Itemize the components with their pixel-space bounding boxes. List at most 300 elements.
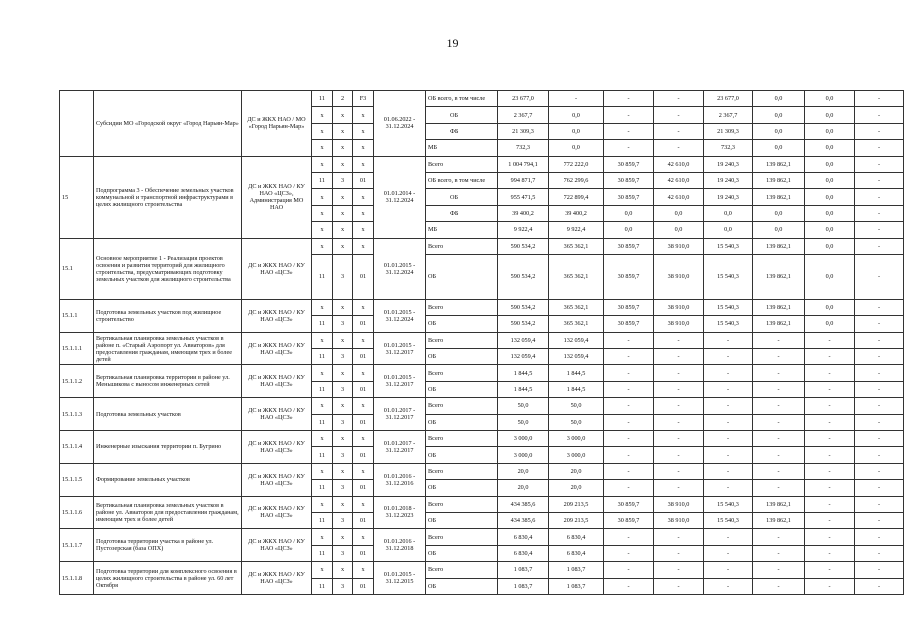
amount-cell: - — [805, 562, 855, 578]
amount-cell: - — [604, 463, 654, 479]
code-cell: x — [333, 123, 353, 139]
amount-cell: 762 299,6 — [549, 172, 604, 188]
code-cell: x — [312, 140, 333, 156]
amount-cell: 20,0 — [549, 480, 604, 496]
amount-cell: 21 309,3 — [498, 123, 549, 139]
code-cell: x — [353, 238, 374, 254]
amount-cell: 132 059,4 — [549, 349, 604, 365]
period-cell: 01.01.2015 - 31.12.2017 — [374, 332, 426, 365]
amount-cell: 0,0 — [604, 222, 654, 238]
code-cell: x — [353, 463, 374, 479]
code-cell: 3 — [333, 447, 353, 463]
amount-cell: 15 540,3 — [704, 299, 753, 315]
amount-cell: 0,0 — [753, 91, 805, 107]
period-cell: 01.01.2016 - 31.12.2018 — [374, 529, 426, 562]
amount-cell: - — [654, 463, 704, 479]
code-cell: x — [333, 365, 353, 381]
amount-cell: 590 534,2 — [498, 299, 549, 315]
amount-cell: - — [604, 91, 654, 107]
amount-cell: - — [654, 529, 704, 545]
funding-source-cell: ОБ — [426, 107, 498, 123]
amount-cell: 955 471,5 — [498, 189, 549, 205]
amount-cell: 30 859,7 — [604, 512, 654, 528]
measure-name-cell: Инженерные изыскания территории п. Бугрино — [94, 431, 242, 464]
amount-cell: - — [604, 365, 654, 381]
amount-cell: - — [805, 381, 855, 397]
amount-cell: - — [805, 349, 855, 365]
row-number-cell: 15.1 — [60, 238, 94, 299]
amount-cell: - — [604, 349, 654, 365]
code-cell: 3 — [333, 316, 353, 332]
amount-cell: - — [805, 545, 855, 561]
period-cell: 01.01.2016 - 31.12.2016 — [374, 463, 426, 496]
code-cell: x — [312, 189, 333, 205]
period-cell: 01.01.2015 - 31.12.2024 — [374, 238, 426, 299]
code-cell: 3 — [333, 545, 353, 561]
code-cell: x — [312, 332, 333, 348]
amount-cell: 30 859,7 — [604, 496, 654, 512]
amount-cell: 434 385,6 — [498, 496, 549, 512]
amount-cell: 1 004 794,1 — [498, 156, 549, 172]
code-cell: 01 — [353, 381, 374, 397]
amount-cell: - — [855, 172, 904, 188]
table-row — [60, 398, 904, 414]
amount-cell: 39 400,2 — [549, 205, 604, 221]
code-cell: 3 — [333, 512, 353, 528]
amount-cell: - — [704, 431, 753, 447]
amount-cell: 722 899,4 — [549, 189, 604, 205]
amount-cell: 0,0 — [549, 107, 604, 123]
amount-cell: 0,0 — [805, 189, 855, 205]
row-number-cell: 15.1.1.2 — [60, 365, 94, 398]
funding-source-cell: ОБ — [426, 254, 498, 299]
code-cell: 11 — [312, 349, 333, 365]
amount-cell: 9 922,4 — [498, 222, 549, 238]
amount-cell: 0,0 — [805, 91, 855, 107]
amount-cell: 19 240,3 — [704, 156, 753, 172]
period-cell: 01.01.2015 - 31.12.2017 — [374, 365, 426, 398]
amount-cell: 15 540,3 — [704, 496, 753, 512]
amount-cell: - — [855, 238, 904, 254]
amount-cell: 38 910,0 — [654, 254, 704, 299]
code-cell: x — [333, 156, 353, 172]
amount-cell: - — [654, 365, 704, 381]
code-cell: 11 — [312, 91, 333, 107]
code-cell: 01 — [353, 254, 374, 299]
amount-cell: 6 830,4 — [498, 545, 549, 561]
amount-cell: 50,0 — [498, 398, 549, 414]
amount-cell: 132 059,4 — [549, 332, 604, 348]
amount-cell: - — [604, 381, 654, 397]
amount-cell: - — [855, 332, 904, 348]
row-number-cell: 15.1.1 — [60, 299, 94, 332]
period-cell: 01.01.2017 - 31.12.2017 — [374, 431, 426, 464]
amount-cell: - — [855, 398, 904, 414]
amount-cell: - — [704, 463, 753, 479]
amount-cell: - — [855, 91, 904, 107]
amount-cell: 0,0 — [654, 222, 704, 238]
amount-cell: 42 610,0 — [654, 172, 704, 188]
amount-cell: - — [604, 529, 654, 545]
code-cell: x — [333, 222, 353, 238]
amount-cell: - — [604, 398, 654, 414]
code-cell: x — [312, 238, 333, 254]
amount-cell: - — [604, 107, 654, 123]
amount-cell: 20,0 — [549, 463, 604, 479]
executor-cell: ДС и ЖКХ НАО / КУ НАО «ЦСЗ» — [242, 431, 312, 464]
row-number-cell: 15.1.1.8 — [60, 562, 94, 595]
funding-source-cell: Всего — [426, 463, 498, 479]
amount-cell: - — [855, 205, 904, 221]
funding-source-cell: ОБ всего, в том числе — [426, 172, 498, 188]
period-cell: 01.06.2022 - 31.12.2024 — [374, 91, 426, 157]
amount-cell: - — [704, 332, 753, 348]
code-cell: x — [312, 496, 333, 512]
amount-cell: - — [855, 140, 904, 156]
amount-cell: - — [855, 414, 904, 430]
code-cell: x — [353, 332, 374, 348]
code-cell: x — [312, 431, 333, 447]
code-cell: x — [353, 156, 374, 172]
amount-cell: 139 862,1 — [753, 189, 805, 205]
amount-cell: - — [805, 496, 855, 512]
amount-cell: 0,0 — [805, 316, 855, 332]
amount-cell: 21 309,3 — [704, 123, 753, 139]
amount-cell: - — [805, 447, 855, 463]
amount-cell: 19 240,3 — [704, 172, 753, 188]
amount-cell: 39 400,2 — [498, 205, 549, 221]
amount-cell: - — [654, 381, 704, 397]
code-cell: x — [333, 398, 353, 414]
amount-cell: - — [704, 578, 753, 594]
funding-source-cell: Всего — [426, 365, 498, 381]
amount-cell: - — [604, 480, 654, 496]
amount-cell: - — [654, 140, 704, 156]
amount-cell: - — [704, 545, 753, 561]
code-cell: 01 — [353, 349, 374, 365]
amount-cell: 1 844,5 — [549, 381, 604, 397]
code-cell: 01 — [353, 480, 374, 496]
funding-source-cell: ОБ всего, в том числе — [426, 91, 498, 107]
amount-cell: 38 910,0 — [654, 496, 704, 512]
funding-source-cell: Всего — [426, 431, 498, 447]
code-cell: x — [353, 123, 374, 139]
code-cell: x — [333, 107, 353, 123]
amount-cell: 0,0 — [805, 238, 855, 254]
code-cell: 11 — [312, 512, 333, 528]
code-cell: x — [312, 299, 333, 315]
amount-cell: 0,0 — [654, 205, 704, 221]
amount-cell: - — [855, 545, 904, 561]
amount-cell: - — [855, 529, 904, 545]
amount-cell: - — [549, 91, 604, 107]
funding-source-cell: МБ — [426, 222, 498, 238]
amount-cell: 50,0 — [549, 398, 604, 414]
amount-cell: - — [704, 447, 753, 463]
amount-cell: - — [753, 381, 805, 397]
amount-cell: 38 910,0 — [654, 238, 704, 254]
amount-cell: - — [654, 562, 704, 578]
code-cell: x — [312, 107, 333, 123]
amount-cell: - — [753, 447, 805, 463]
code-cell: 01 — [353, 316, 374, 332]
amount-cell: 0,0 — [704, 205, 753, 221]
executor-cell: ДС и ЖКХ НАО / КУ НАО «ЦСЗ» — [242, 398, 312, 431]
code-cell: x — [353, 496, 374, 512]
amount-cell: 139 862,1 — [753, 512, 805, 528]
funding-source-cell: Всего — [426, 529, 498, 545]
amount-cell: 38 910,0 — [654, 316, 704, 332]
code-cell: 01 — [353, 414, 374, 430]
table-row — [60, 332, 904, 348]
amount-cell: 0,0 — [549, 140, 604, 156]
code-cell: x — [312, 205, 333, 221]
amount-cell: 50,0 — [549, 414, 604, 430]
funding-source-cell: ОБ — [426, 189, 498, 205]
amount-cell: - — [604, 140, 654, 156]
code-cell: 11 — [312, 447, 333, 463]
amount-cell: 365 362,1 — [549, 316, 604, 332]
amount-cell: 0,0 — [753, 222, 805, 238]
amount-cell: 19 240,3 — [704, 189, 753, 205]
amount-cell: 0,0 — [805, 254, 855, 299]
measure-name-cell: Подготовка территории участка в районе ул. Пустозерская (база ОПХ) — [94, 529, 242, 562]
amount-cell: - — [654, 414, 704, 430]
funding-source-cell: Всего — [426, 332, 498, 348]
amount-cell: - — [855, 463, 904, 479]
funding-source-cell: ОБ — [426, 480, 498, 496]
amount-cell: 0,0 — [753, 123, 805, 139]
code-cell: x — [333, 431, 353, 447]
amount-cell: - — [753, 414, 805, 430]
amount-cell: - — [855, 299, 904, 315]
amount-cell: - — [704, 562, 753, 578]
table-row — [60, 238, 904, 254]
code-cell: 3 — [333, 578, 353, 594]
funding-source-cell: МБ — [426, 140, 498, 156]
amount-cell: - — [704, 365, 753, 381]
amount-cell: 994 871,7 — [498, 172, 549, 188]
amount-cell: - — [753, 545, 805, 561]
code-cell: 3 — [333, 381, 353, 397]
code-cell: x — [333, 140, 353, 156]
code-cell: 01 — [353, 172, 374, 188]
amount-cell: - — [855, 496, 904, 512]
amount-cell: - — [805, 529, 855, 545]
measure-name-cell: Вертикальная планировка территории в районе ул. Меньшикова с выносом инженерных сетей — [94, 365, 242, 398]
code-cell: x — [333, 238, 353, 254]
table-row — [60, 562, 904, 578]
amount-cell: - — [855, 365, 904, 381]
amount-cell: 590 534,2 — [498, 254, 549, 299]
code-cell: 3 — [333, 172, 353, 188]
code-cell: 3 — [333, 254, 353, 299]
amount-cell: - — [654, 447, 704, 463]
code-cell: 11 — [312, 316, 333, 332]
funding-source-cell: ОБ — [426, 349, 498, 365]
amount-cell: - — [704, 480, 753, 496]
amount-cell: 42 610,0 — [654, 156, 704, 172]
amount-cell: - — [654, 349, 704, 365]
amount-cell: 434 385,6 — [498, 512, 549, 528]
amount-cell: 23 677,0 — [498, 91, 549, 107]
executor-cell: ДС и ЖКХ НАО / КУ НАО «ЦСЗ» — [242, 238, 312, 299]
amount-cell: 139 862,1 — [753, 172, 805, 188]
amount-cell: - — [654, 398, 704, 414]
table-row — [60, 91, 904, 107]
amount-cell: - — [753, 480, 805, 496]
amount-cell: 0,0 — [805, 172, 855, 188]
code-cell: x — [353, 562, 374, 578]
code-cell: 01 — [353, 512, 374, 528]
code-cell: 3 — [333, 349, 353, 365]
executor-cell: ДС и ЖКХ НАО / КУ НАО «ЦСЗ» — [242, 365, 312, 398]
amount-cell: 50,0 — [498, 414, 549, 430]
amount-cell: 1 844,5 — [498, 365, 549, 381]
amount-cell: - — [654, 545, 704, 561]
code-cell: x — [353, 529, 374, 545]
code-cell: x — [353, 107, 374, 123]
funding-source-cell: ОБ — [426, 545, 498, 561]
code-cell: 01 — [353, 578, 374, 594]
amount-cell: 0,0 — [753, 205, 805, 221]
funding-source-cell: Всего — [426, 496, 498, 512]
amount-cell: 139 862,1 — [753, 254, 805, 299]
amount-cell: 15 540,3 — [704, 316, 753, 332]
amount-cell: 2 367,7 — [704, 107, 753, 123]
amount-cell: - — [855, 316, 904, 332]
funding-source-cell: ОБ — [426, 512, 498, 528]
amount-cell: 0,0 — [805, 123, 855, 139]
table-row — [60, 431, 904, 447]
amount-cell: - — [805, 365, 855, 381]
code-cell: 11 — [312, 545, 333, 561]
amount-cell: 38 910,0 — [654, 512, 704, 528]
amount-cell: - — [855, 447, 904, 463]
amount-cell: 365 362,1 — [549, 238, 604, 254]
amount-cell: - — [704, 529, 753, 545]
period-cell: 01.01.2017 - 31.12.2017 — [374, 398, 426, 431]
executor-cell: ДС и ЖКХ НАО / МО «Город Нарьян-Мар» — [242, 91, 312, 157]
row-number-cell: 15.1.1.5 — [60, 463, 94, 496]
executor-cell: ДС и ЖКХ НАО / КУ НАО «ЦСЗ» — [242, 332, 312, 365]
code-cell: x — [353, 365, 374, 381]
amount-cell: 132 059,4 — [498, 349, 549, 365]
executor-cell: ДС и ЖКХ НАО / КУ НАО «ЦСЗ» — [242, 463, 312, 496]
amount-cell: - — [855, 381, 904, 397]
amount-cell: - — [604, 332, 654, 348]
code-cell: 11 — [312, 414, 333, 430]
table-row — [60, 496, 904, 512]
code-cell: x — [333, 529, 353, 545]
code-cell: 11 — [312, 254, 333, 299]
executor-cell: ДС и ЖКХ НАО / КУ НАО «ЦСЗ» — [242, 496, 312, 529]
row-number-cell: 15.1.1.1 — [60, 332, 94, 365]
funding-source-cell: ФБ — [426, 205, 498, 221]
amount-cell: - — [654, 107, 704, 123]
code-cell: x — [333, 189, 353, 205]
amount-cell: 139 862,1 — [753, 238, 805, 254]
amount-cell: 1 844,5 — [549, 365, 604, 381]
amount-cell: - — [805, 578, 855, 594]
code-cell: x — [353, 222, 374, 238]
amount-cell: 732,3 — [704, 140, 753, 156]
code-cell: 01 — [353, 447, 374, 463]
funding-source-cell: Всего — [426, 156, 498, 172]
amount-cell: 9 922,4 — [549, 222, 604, 238]
code-cell: x — [312, 222, 333, 238]
measure-name-cell: Формирование земельных участков — [94, 463, 242, 496]
amount-cell: 30 859,7 — [604, 189, 654, 205]
amount-cell: 38 910,0 — [654, 299, 704, 315]
amount-cell: 3 000,0 — [549, 431, 604, 447]
amount-cell: - — [753, 398, 805, 414]
amount-cell: - — [604, 545, 654, 561]
amount-cell: 1 083,7 — [549, 562, 604, 578]
amount-cell: 732,3 — [498, 140, 549, 156]
funding-source-cell: Всего — [426, 398, 498, 414]
amount-cell: - — [753, 365, 805, 381]
amount-cell: 15 540,3 — [704, 238, 753, 254]
amount-cell: - — [704, 414, 753, 430]
measure-name-cell: Вертикальная планировка земельных участков в районе п. «Старый Аэропорт ул. Авиаторов» для предоставления гражданам, имеющим трех и более детей — [94, 332, 242, 365]
code-cell: x — [333, 332, 353, 348]
code-cell: 01 — [353, 545, 374, 561]
row-number-cell: 15.1.1.4 — [60, 431, 94, 464]
code-cell: 11 — [312, 381, 333, 397]
amount-cell: - — [654, 578, 704, 594]
amount-cell: 132 059,4 — [498, 332, 549, 348]
code-cell: 2 — [333, 91, 353, 107]
amount-cell: 6 830,4 — [549, 545, 604, 561]
amount-cell: - — [805, 431, 855, 447]
amount-cell: - — [604, 431, 654, 447]
code-cell: x — [353, 189, 374, 205]
amount-cell: 0,0 — [805, 107, 855, 123]
amount-cell: - — [604, 578, 654, 594]
amount-cell: 30 859,7 — [604, 172, 654, 188]
amount-cell: - — [855, 431, 904, 447]
amount-cell: - — [604, 123, 654, 139]
amount-cell: 0,0 — [805, 222, 855, 238]
amount-cell: - — [855, 480, 904, 496]
code-cell: x — [312, 463, 333, 479]
period-cell: 01.01.2015 - 31.12.2015 — [374, 562, 426, 595]
amount-cell: - — [753, 431, 805, 447]
funding-source-cell: Всего — [426, 562, 498, 578]
code-cell: x — [353, 431, 374, 447]
table-row — [60, 365, 904, 381]
amount-cell: 1 083,7 — [498, 562, 549, 578]
amount-cell: - — [604, 562, 654, 578]
row-number-cell: 15 — [60, 156, 94, 238]
amount-cell: - — [753, 529, 805, 545]
code-cell: x — [312, 123, 333, 139]
amount-cell: 0,0 — [805, 205, 855, 221]
amount-cell: - — [753, 463, 805, 479]
period-cell: 01.01.2018 - 31.12.2023 — [374, 496, 426, 529]
code-cell: x — [312, 398, 333, 414]
amount-cell: 365 362,1 — [549, 254, 604, 299]
amount-cell: - — [753, 562, 805, 578]
amount-cell: - — [654, 431, 704, 447]
amount-cell: 139 862,1 — [753, 299, 805, 315]
amount-cell: - — [805, 398, 855, 414]
measure-name-cell: Субсидии МО «Городской округ «Город Нарьян-Мар» — [94, 91, 242, 157]
amount-cell: 772 222,0 — [549, 156, 604, 172]
table-row — [60, 299, 904, 315]
row-number-cell — [60, 91, 94, 157]
